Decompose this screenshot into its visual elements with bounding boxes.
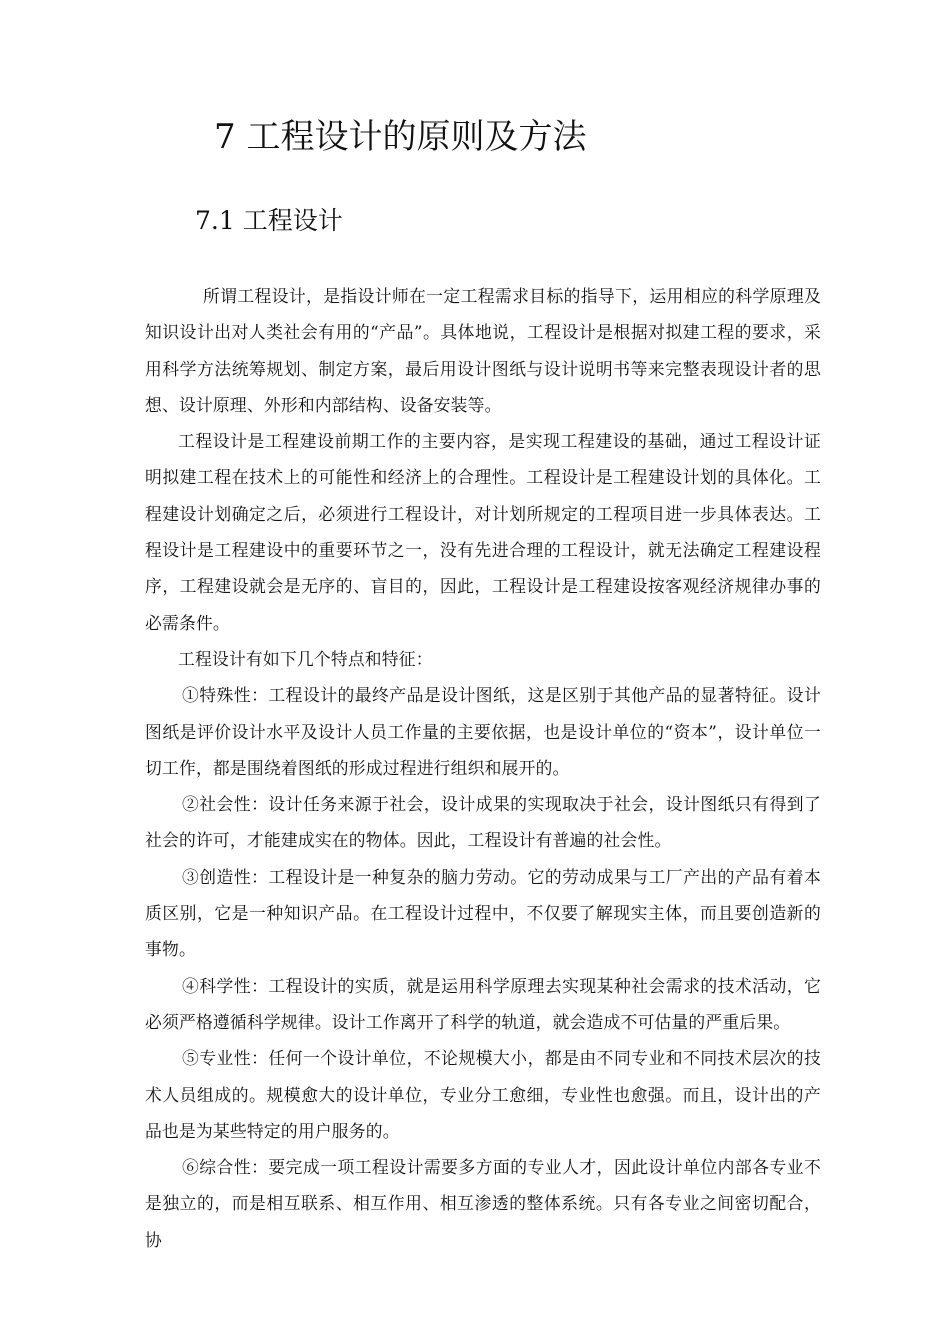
paragraph-feature-scientific: ④科学性：工程设计的实质，就是运用科学原理去实现某种社会需求的技术活动，它必须严格遵循科学规律。设计工作离开了科学的轨道，就会造成不可估量的严重后果。 xyxy=(145,975,821,1032)
section-title: 7.1 工程设计 xyxy=(195,206,343,235)
paragraph-feature-comprehensive: ⑥综合性：要完成一项工程设计需要多方面的专业人才，因此设计单位内部各专业不是独立的，而是相互联系、相互作用、相互渗透的整体系统。只有各专业之间密切配合，协 xyxy=(145,1157,821,1250)
paragraph-feature-creative: ③创造性：工程设计是一种复杂的脑力劳动。它的劳动成果与工厂产出的产品有着本质区别，它是一种知识产品。在工程设计过程中，不仅要了解现实主体，而且要创造新的事物。 xyxy=(145,866,821,960)
chapter-title: 7 工程设计的原则及方法 xyxy=(214,117,587,157)
paragraph-role: 工程设计是工程建设前期工作的主要内容，是实现工程建设的基础，通过工程设计证明拟建工程在技术上的可能性和经济上的合理性。工程设计是工程建设计划的具体化。工程建设计划确定之后，必须进行工程设计，对计划所规定的工程项目进一步具体表达。工程设计是工程建设中的重要环节之一，没有先进合理的工程设计，就无法确定工程建设程序，工程建设就会是无序的、盲目的，因此，工程设计是工程建设按客观经济规律办事的必需条件。 xyxy=(145,431,821,633)
body-text xyxy=(145,278,821,1258)
paragraph-feature-professional: ⑤专业性：任何一个设计单位，不论规模大小，都是由不同专业和不同技术层次的技术人员组成的。规模愈大的设计单位，专业分工愈细，专业性也愈强。而且，设计出的产品也是为某些特定的用户服务的。 xyxy=(145,1048,821,1141)
paragraph-features-intro: 工程设计有如下几个特点和特征： xyxy=(178,648,433,669)
paragraph-feature-social: ②社会性：设计任务来源于社会，设计成果的实现取决于社会，设计图纸只有得到了社会的许可，才能建成实在的物体。因此，工程设计有普遍的社会性。 xyxy=(145,794,821,851)
paragraph-definition: 所谓工程设计，是指设计师在一定工程需求目标的指导下，运用相应的科学原理及知识设计出对人类社会有用的“产品”。具体地说，工程设计是根据对拟建工程的要求，采用科学方法统筹规划、制定方案，最后用设计图纸与设计说明书等来完整表现设计者的思想、设计原理、外形和内部结构、设备安装等。 xyxy=(145,286,821,415)
paragraph-feature-special: ①特殊性：工程设计的最终产品是设计图纸，这是区别于其他产品的显著特征。设计图纸是评价设计水平及设计人员工作量的主要依据，也是设计单位的“资本”，设计单位一切工作，都是围绕着图纸的形成过程进行组织和展开的。 xyxy=(145,685,821,778)
